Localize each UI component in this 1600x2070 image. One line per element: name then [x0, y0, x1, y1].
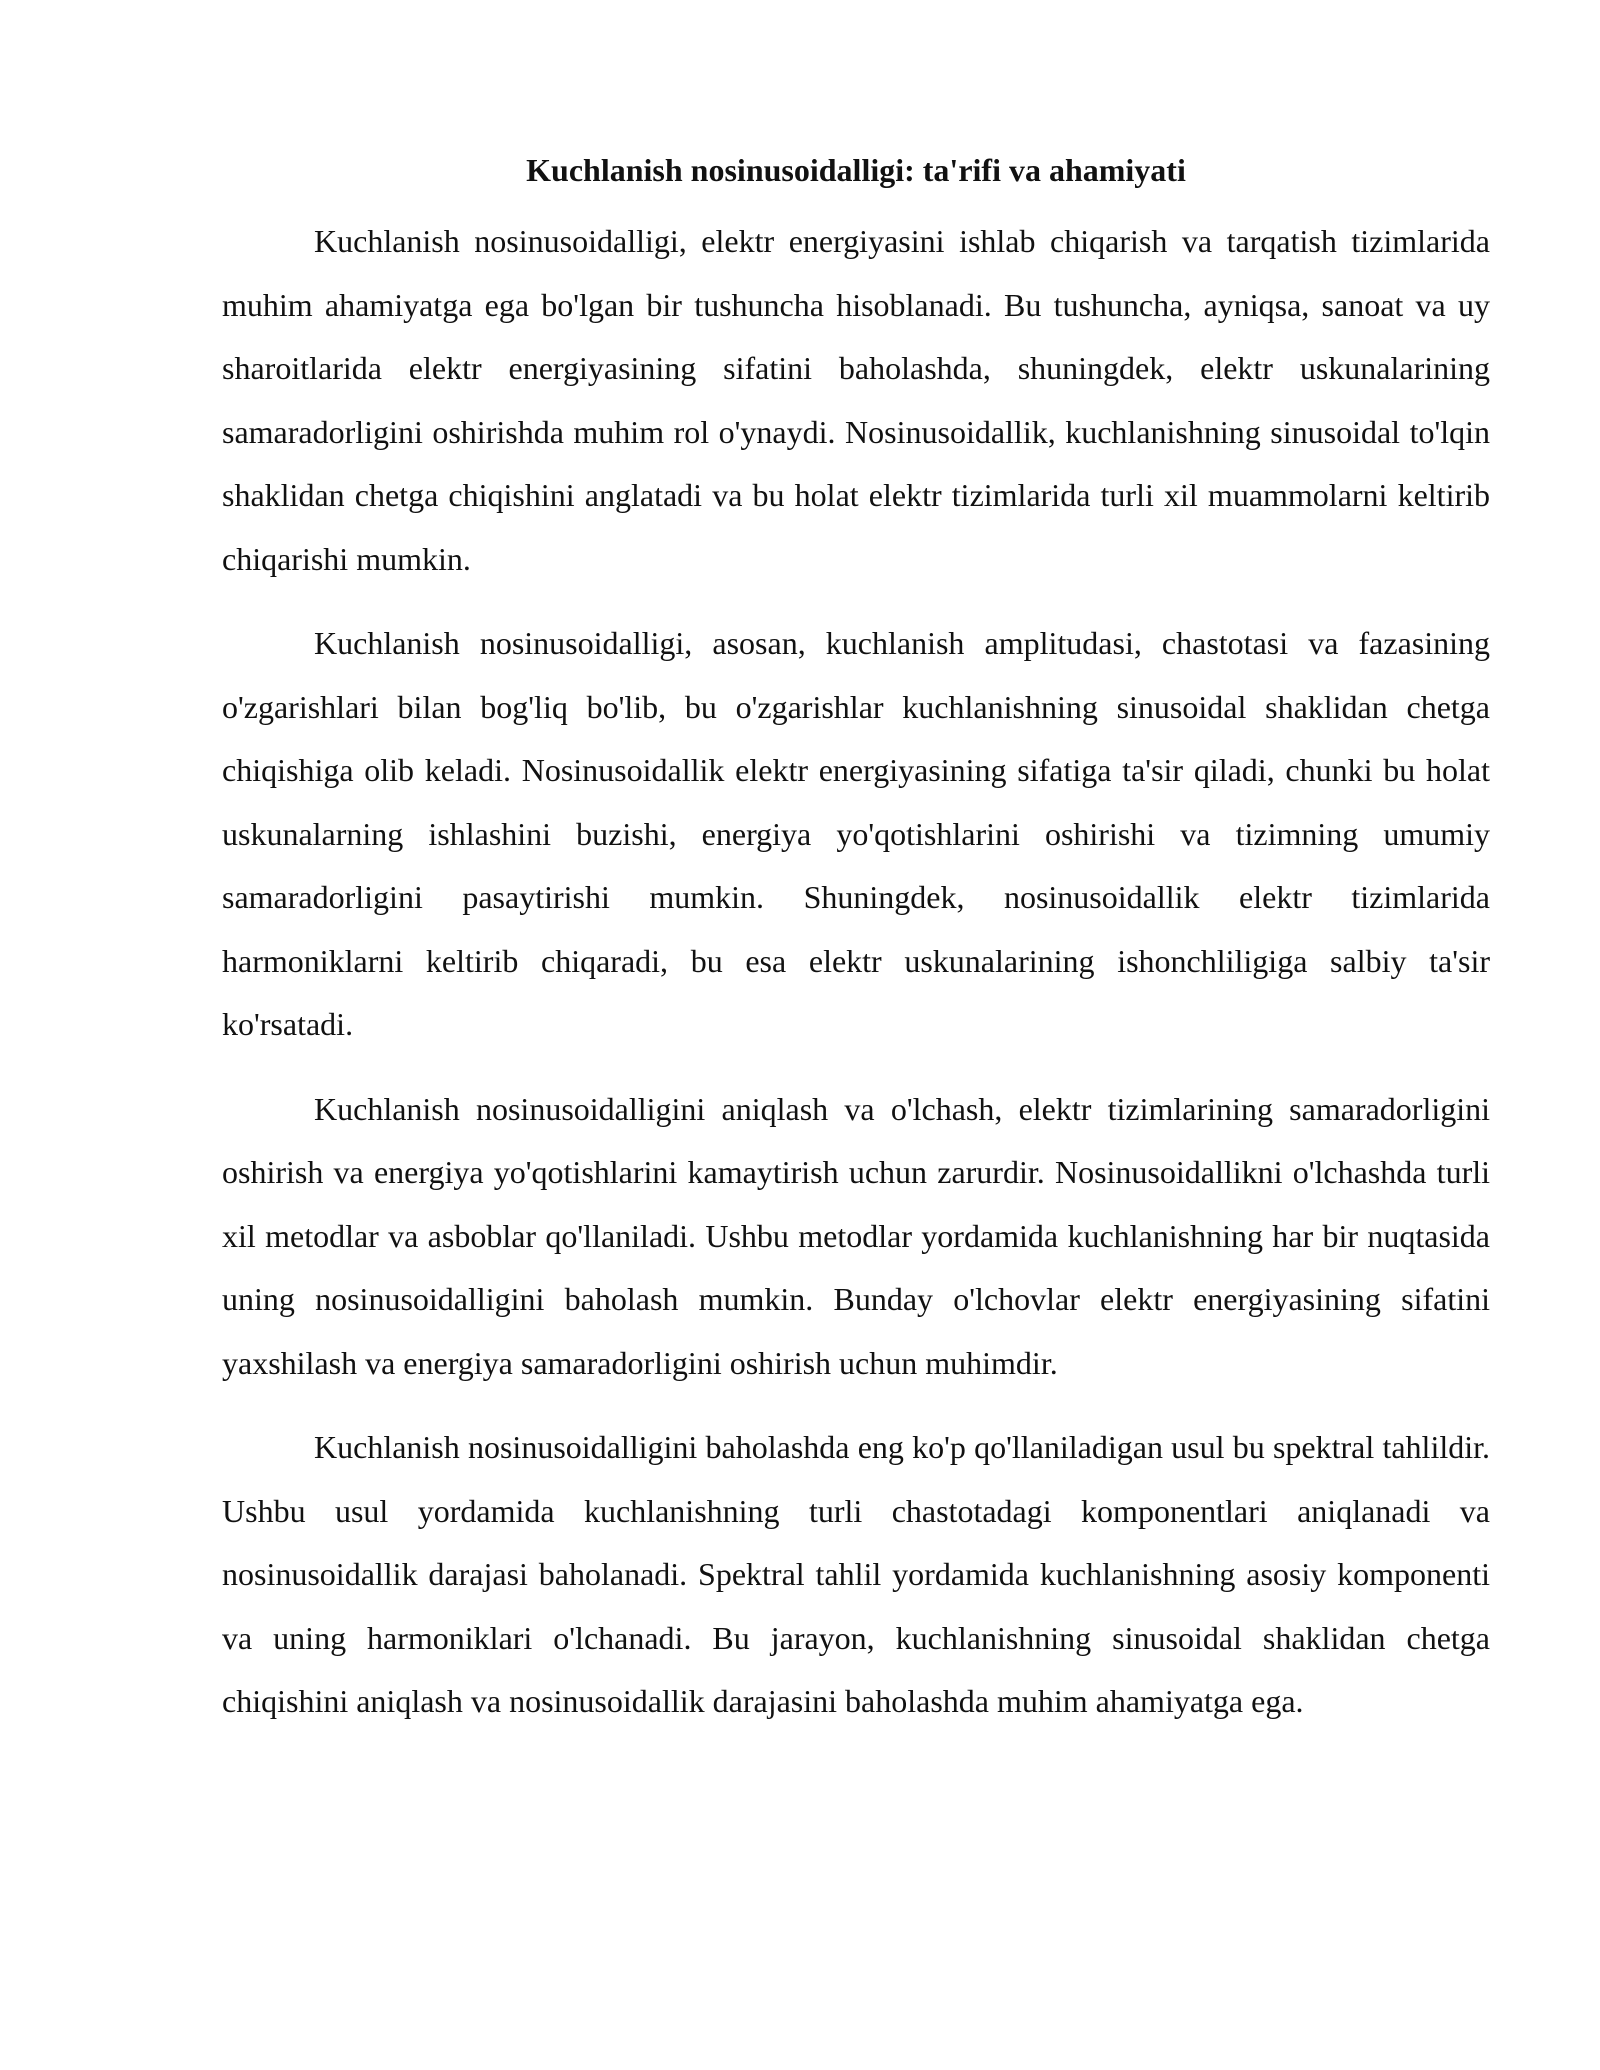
paragraph-3: Kuchlanish nosinusoidalligini aniqlash va o'lchash, elektr tizimlarining samaradorligini oshirish va energiya yo'qotishlarini kamaytirish uchun zarurdir. Nosinusoidallikni o'lchashda turli xil metodlar va asboblar qo'llaniladi. Ushbu metodlar yordamida kuchlanishning har bir nuqtasida uning nosinusoidalligini baholash mumkin. Bunday o'lchovlar elektr energiyasining sifatini yaxshilash va energiya samaradorligini oshirish uchun muhimdir.: [222, 1090, 1490, 1381]
paragraph-4: Kuchlanish nosinusoidalligini baholashda eng ko'p qo'llaniladigan usul bu spektral tahlildir. Ushbu usul yordamida kuchlanishning turli chastotadagi komponentlari aniqlanadi va nosinusoidallik darajasi baholanadi. Spektral tahlil yordamida kuchlanishning asosiy komponenti va uning harmoniklari o'lchanadi. Bu jarayon, kuchlanishning sinusoidal shaklidan chetga chiqishini aniqlash va nosinusoidallik darajasini baholashda muhim ahamiyatga ega.: [222, 1429, 1490, 1719]
document-title: Kuchlanish nosinusoidalligi: ta'rifi va ahamiyati: [526, 152, 1186, 188]
paragraph-2: Kuchlanish nosinusoidalligi, asosan, kuchlanish amplitudasi, chastotasi va fazasining o'zgarishlari bilan bog'liq bo'lib, bu o'zgarishlar kuchlanishning sinusoidal shaklidan chetga chiqishiga olib keladi. Nosinusoidallik elektr energiyasining sifatiga ta'sir qiladi, chunki bu holat uskunalarning ishlashini buzishi, energiya yo'qotishlarini oshirishi va tizimning umumiy samaradorligini pasaytirishi mumkin. Shuningdek, nosinusoidallik elektr tizimlarida harmoniklarni keltirib chiqaradi, bu esa elektr uskunalarining ishonchliligiga salbiy ta'sir ko'rsatadi.: [222, 625, 1490, 1042]
document-body: [222, 146, 1490, 1755]
paragraph-1: Kuchlanish nosinusoidalligi, elektr energiyasini ishlab chiqarish va tarqatish tizimlarida muhim ahamiyatga ega bo'lgan bir tushuncha hisoblanadi. Bu tushuncha, ayniqsa, sanoat va uy sharoitlarida elektr energiyasining sifatini baholashda, shuningdek, elektr uskunalarining samaradorligini oshirishda muhim rol o'ynaydi. Nosinusoidallik, kuchlanishning sinusoidal to'lqin shaklidan chetga chiqishini anglatadi va bu holat elektr tizimlarida turli xil muammolarni keltirib chiqarishi mumkin.: [222, 223, 1490, 577]
